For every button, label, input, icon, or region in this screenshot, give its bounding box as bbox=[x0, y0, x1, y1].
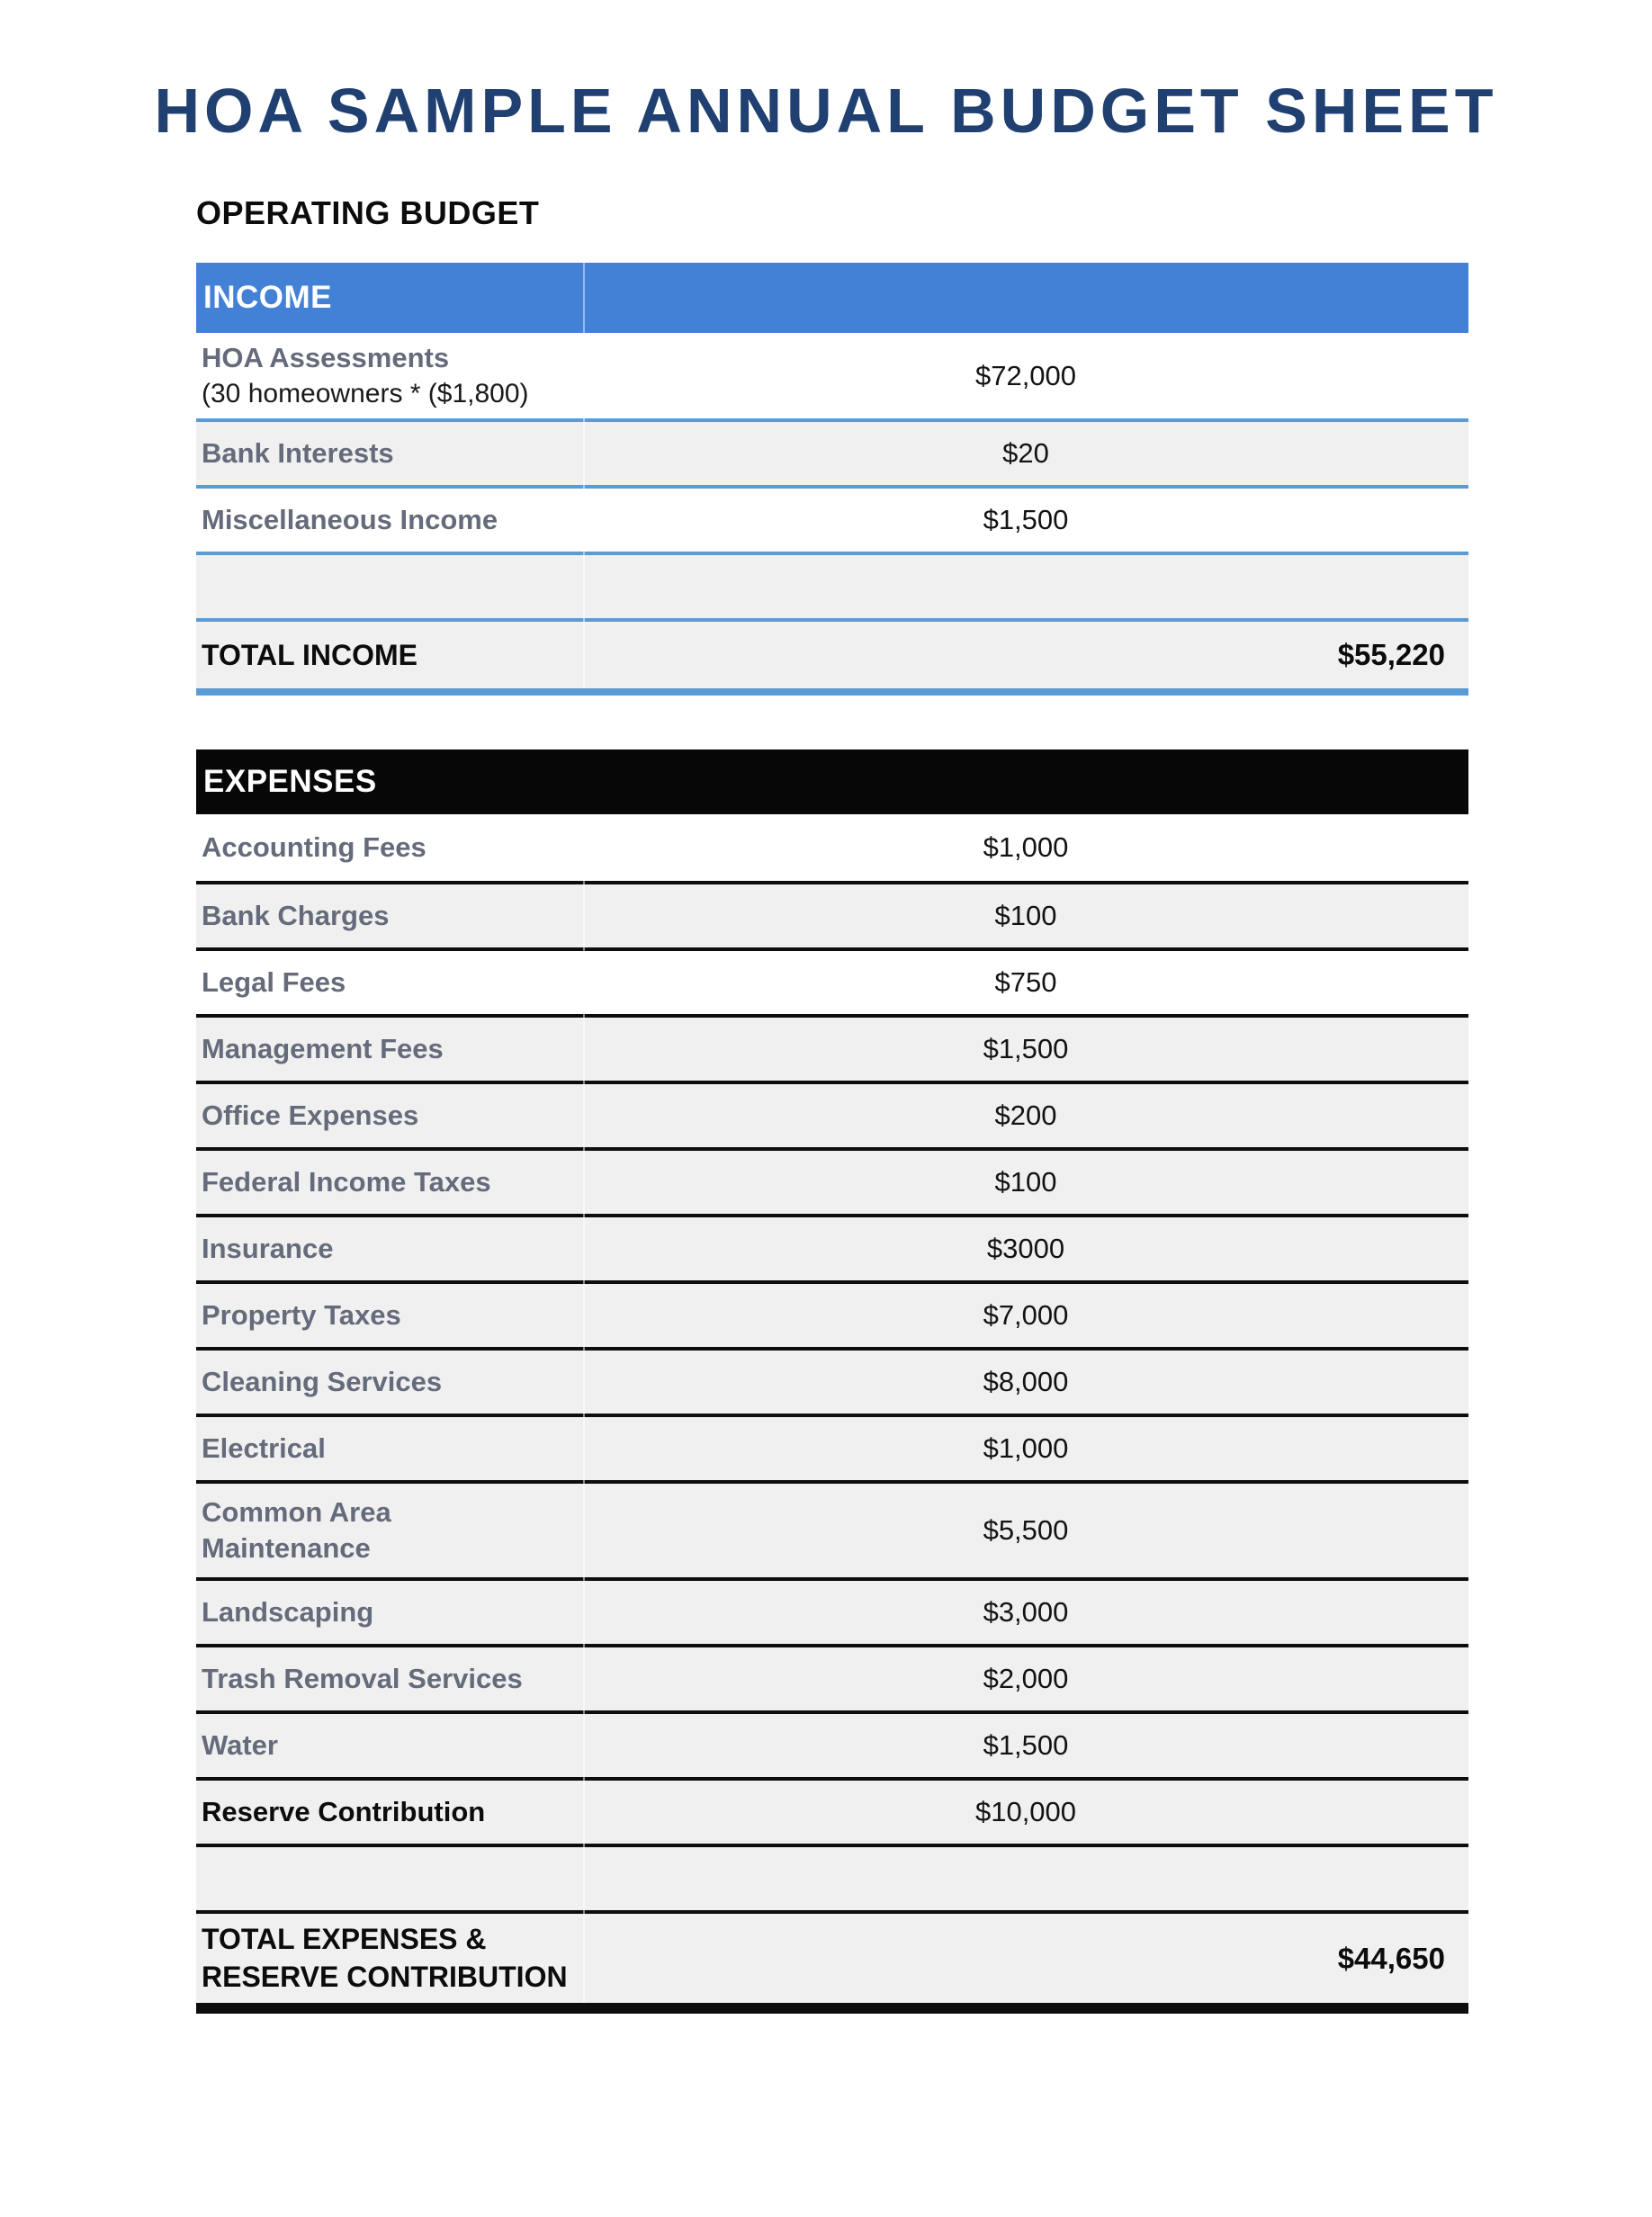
row-value: $200 bbox=[994, 1100, 1057, 1132]
row-value: $1,000 bbox=[983, 1432, 1069, 1465]
row-label: Landscaping bbox=[202, 1596, 374, 1629]
row-label: Water bbox=[202, 1729, 278, 1762]
table-row bbox=[196, 1147, 1468, 1214]
income-table bbox=[196, 263, 1468, 696]
row-value: $1,500 bbox=[983, 1033, 1069, 1065]
row-value: $1,000 bbox=[983, 831, 1069, 864]
row-label bbox=[196, 579, 583, 594]
total-expenses-row bbox=[196, 1910, 1468, 2003]
row-value: $8,000 bbox=[983, 1366, 1069, 1398]
column-divider bbox=[583, 263, 585, 333]
expenses-header-label: EXPENSES bbox=[203, 764, 377, 800]
row-value: $3000 bbox=[986, 1233, 1065, 1265]
row-sublabel: (30 homeowners * ($1,800) bbox=[202, 379, 529, 409]
row-label: Property Taxes bbox=[202, 1299, 401, 1332]
table-row bbox=[196, 814, 1468, 881]
total-value: $44,650 bbox=[1337, 1941, 1445, 1975]
table-row bbox=[196, 1347, 1468, 1414]
total-label: TOTAL INCOME bbox=[202, 638, 417, 671]
table-row bbox=[196, 1081, 1468, 1147]
table-row bbox=[196, 947, 1468, 1014]
total-income-row bbox=[196, 618, 1468, 688]
expenses-table bbox=[196, 749, 1468, 2014]
page-title: HOA SAMPLE ANNUAL BUDGET SHEET bbox=[154, 76, 1498, 146]
total-label-line1: TOTAL EXPENSES & bbox=[202, 1923, 487, 1956]
row-label: Reserve Contribution bbox=[202, 1796, 486, 1828]
table-row-empty bbox=[196, 552, 1468, 618]
row-value: $750 bbox=[994, 966, 1057, 999]
table-row-reserve-contribution bbox=[196, 1777, 1468, 1844]
row-label bbox=[196, 1487, 583, 1575]
row-label: Cleaning Services bbox=[202, 1366, 443, 1398]
row-value: $1,500 bbox=[983, 504, 1069, 536]
row-value: $3,000 bbox=[983, 1596, 1069, 1629]
row-label: Miscellaneous Income bbox=[202, 504, 498, 536]
row-label: Office Expenses bbox=[202, 1100, 419, 1132]
row-label-text: HOA Assessments bbox=[202, 342, 450, 373]
table-row bbox=[196, 1414, 1468, 1480]
total-value: $55,220 bbox=[1337, 638, 1445, 672]
row-label-text: Common Area Maintenance bbox=[202, 1496, 391, 1565]
row-label: Management Fees bbox=[202, 1033, 444, 1065]
row-value: $72,000 bbox=[974, 359, 1077, 391]
row-label: Electrical bbox=[202, 1432, 326, 1465]
row-label: Bank Interests bbox=[202, 437, 394, 470]
row-label: Trash Removal Services bbox=[202, 1663, 523, 1695]
total-label bbox=[196, 1914, 583, 2003]
row-label: Legal Fees bbox=[202, 966, 346, 999]
income-header-label: INCOME bbox=[203, 280, 332, 315]
row-value: $10,000 bbox=[974, 1796, 1077, 1828]
table-row-empty bbox=[196, 1844, 1468, 1910]
table-row bbox=[196, 418, 1468, 485]
table-row bbox=[196, 333, 1468, 418]
table-row bbox=[196, 1577, 1468, 1644]
row-label: Bank Charges bbox=[202, 900, 390, 932]
table-row bbox=[196, 1480, 1468, 1577]
expenses-table-header bbox=[196, 749, 1468, 814]
table-row bbox=[196, 881, 1468, 947]
row-value: $100 bbox=[994, 900, 1057, 932]
row-value: $100 bbox=[994, 1166, 1057, 1198]
row-label: Accounting Fees bbox=[202, 831, 426, 864]
row-value: $5,500 bbox=[983, 1514, 1069, 1547]
row-value: $2,000 bbox=[983, 1663, 1069, 1695]
row-label bbox=[196, 1871, 583, 1886]
income-table-header bbox=[196, 263, 1468, 333]
table-row bbox=[196, 485, 1468, 552]
row-label: Insurance bbox=[202, 1233, 334, 1265]
row-value: $20 bbox=[1002, 437, 1049, 470]
table-row bbox=[196, 1644, 1468, 1710]
row-label bbox=[196, 333, 583, 418]
section-heading: OPERATING BUDGET bbox=[196, 194, 540, 231]
table-row bbox=[196, 1014, 1468, 1081]
table-row bbox=[196, 1710, 1468, 1777]
row-label: Federal Income Taxes bbox=[202, 1166, 491, 1198]
table-row bbox=[196, 1214, 1468, 1280]
table-row bbox=[196, 1280, 1468, 1347]
total-label-line2: RESERVE CONTRIBUTION bbox=[202, 1960, 568, 1993]
row-value: $1,500 bbox=[983, 1729, 1069, 1762]
row-value: $7,000 bbox=[983, 1299, 1069, 1332]
